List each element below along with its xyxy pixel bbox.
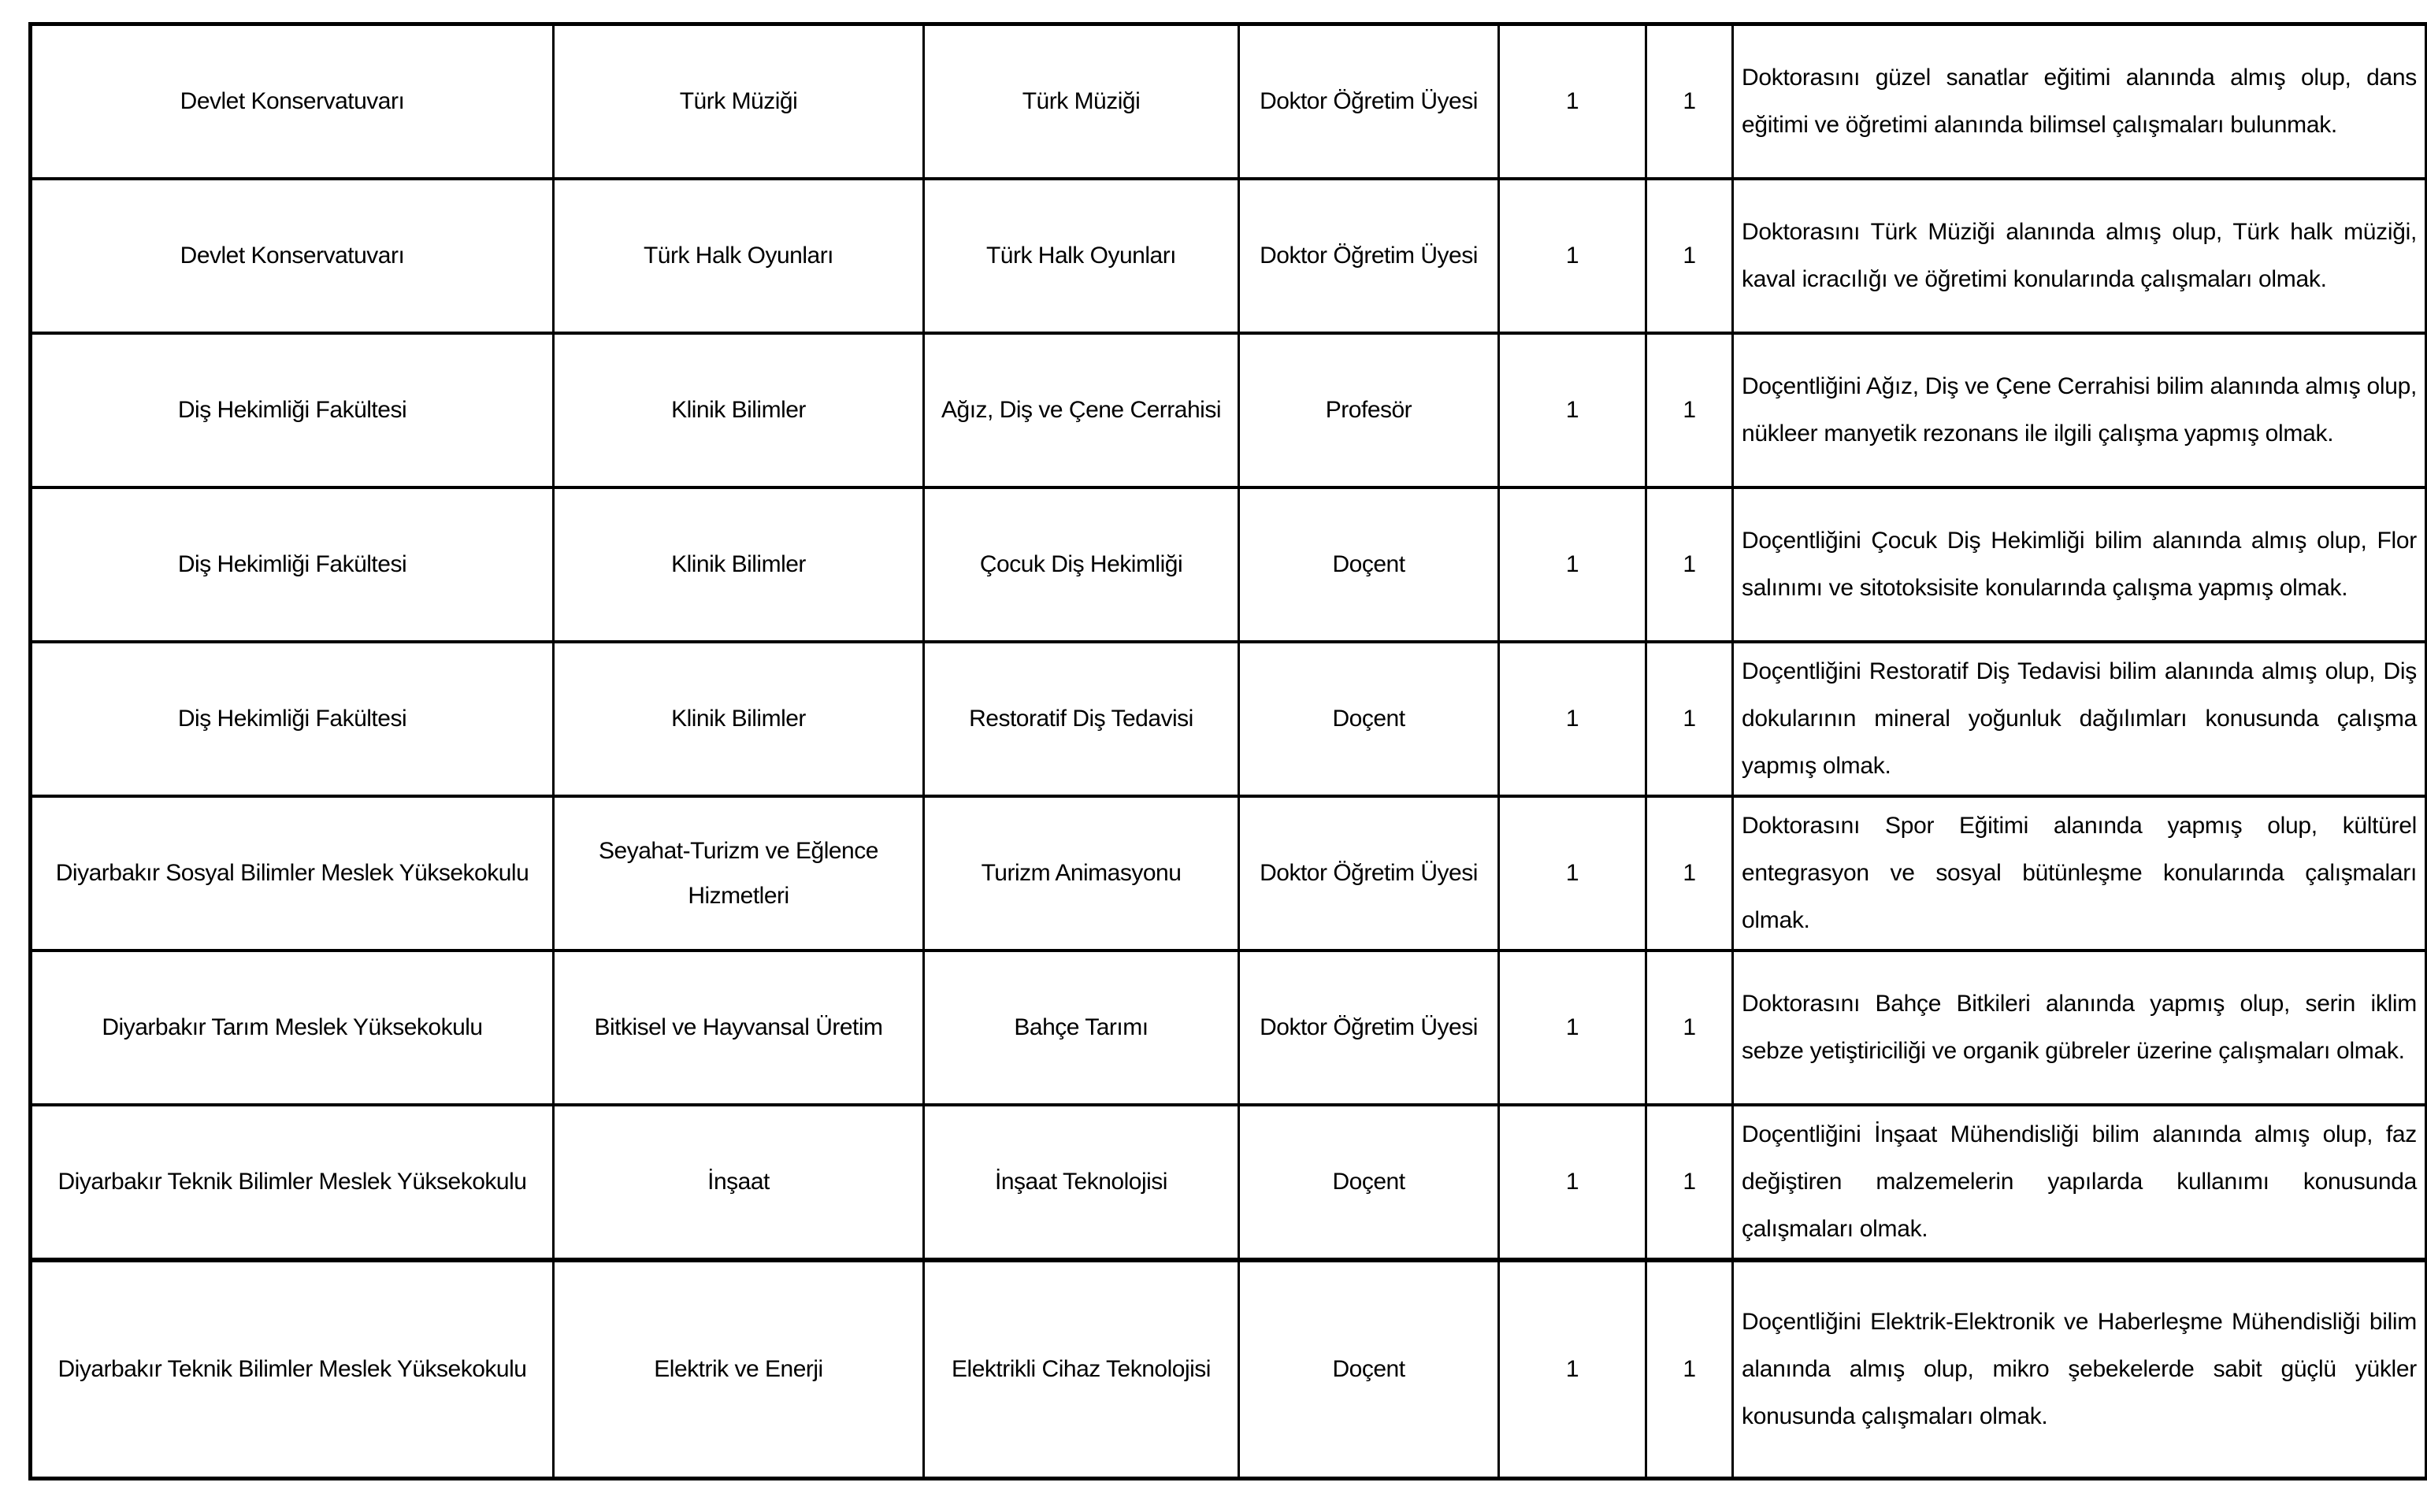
table-row — [31, 642, 2427, 796]
cell-grade: 1 — [1499, 951, 1646, 1105]
cell-quota: 1 — [1646, 1260, 1733, 1479]
cell-unit: Diş Hekimliği Fakültesi — [31, 642, 554, 796]
cell-description: Doktorasını Türk Müziği alanında almış olup, Türk halk müziği, kaval icracılığı ve öğretimi konularında çalışmaları olmak. — [1733, 179, 2427, 333]
cell-description: Doçentliğini Ağız, Diş ve Çene Cerrahisi bilim alanında almış olup, nükleer manyetik rezonans ile ilgili çalışma yapmış olmak. — [1733, 333, 2427, 487]
table-row — [31, 179, 2427, 333]
cell-title: Doktor Öğretim Üyesi — [1239, 796, 1499, 951]
cell-program: Çocuk Diş Hekimliği — [924, 487, 1239, 642]
cell-department: Seyahat-Turizm ve Eğlence Hizmetleri — [554, 796, 924, 951]
cell-quota: 1 — [1646, 951, 1733, 1105]
cell-description: Doktorasını Bahçe Bitkileri alanında yapmış olup, serin iklim sebze yetiştiriciliği ve organik gübreler üzerine çalışmaları olmak. — [1733, 951, 2427, 1105]
cell-department: Türk Halk Oyunları — [554, 179, 924, 333]
cell-program: Elektrikli Cihaz Teknolojisi — [924, 1260, 1239, 1479]
cell-unit: Devlet Konservatuvarı — [31, 24, 554, 179]
table-row — [31, 796, 2427, 951]
cell-program: Restoratif Diş Tedavisi — [924, 642, 1239, 796]
cell-description: Doçentliğini Çocuk Diş Hekimliği bilim alanında almış olup, Flor salınımı ve sitotoksisite konularında çalışma yapmış olmak. — [1733, 487, 2427, 642]
cell-unit: Diyarbakır Teknik Bilimler Meslek Yüksekokulu — [31, 1105, 554, 1260]
table-row — [31, 1105, 2427, 1260]
table-row — [31, 1260, 2427, 1479]
cell-title: Doktor Öğretim Üyesi — [1239, 24, 1499, 179]
cell-department: Klinik Bilimler — [554, 333, 924, 487]
cell-grade: 1 — [1499, 1105, 1646, 1260]
cell-grade: 1 — [1499, 1260, 1646, 1479]
cell-program: İnşaat Teknolojisi — [924, 1105, 1239, 1260]
positions-table-body — [31, 24, 2427, 1479]
cell-quota: 1 — [1646, 642, 1733, 796]
cell-program: Bahçe Tarımı — [924, 951, 1239, 1105]
cell-unit: Diş Hekimliği Fakültesi — [31, 487, 554, 642]
table-row — [31, 951, 2427, 1105]
cell-title: Doçent — [1239, 642, 1499, 796]
cell-title: Doktor Öğretim Üyesi — [1239, 179, 1499, 333]
cell-title: Doçent — [1239, 1105, 1499, 1260]
positions-table — [28, 22, 2427, 1480]
cell-quota: 1 — [1646, 1105, 1733, 1260]
cell-quota: 1 — [1646, 796, 1733, 951]
cell-department: Türk Müziği — [554, 24, 924, 179]
cell-description: Doçentliğini İnşaat Mühendisliği bilim alanında almış olup, faz değiştiren malzemelerin yapılarda kullanımı konusunda çalışmaları olmak. — [1733, 1105, 2427, 1260]
cell-program: Türk Halk Oyunları — [924, 179, 1239, 333]
cell-program: Ağız, Diş ve Çene Cerrahisi — [924, 333, 1239, 487]
cell-grade: 1 — [1499, 179, 1646, 333]
cell-department: Klinik Bilimler — [554, 642, 924, 796]
cell-grade: 1 — [1499, 642, 1646, 796]
cell-unit: Diş Hekimliği Fakültesi — [31, 333, 554, 487]
cell-title: Profesör — [1239, 333, 1499, 487]
cell-department: Klinik Bilimler — [554, 487, 924, 642]
cell-title: Doçent — [1239, 1260, 1499, 1479]
cell-unit: Diyarbakır Teknik Bilimler Meslek Yüksekokulu — [31, 1260, 554, 1479]
cell-title: Doçent — [1239, 487, 1499, 642]
cell-unit: Devlet Konservatuvarı — [31, 179, 554, 333]
table-row — [31, 487, 2427, 642]
cell-grade: 1 — [1499, 796, 1646, 951]
cell-grade: 1 — [1499, 24, 1646, 179]
cell-quota: 1 — [1646, 179, 1733, 333]
table-row — [31, 24, 2427, 179]
cell-grade: 1 — [1499, 487, 1646, 642]
cell-description: Doktorasını güzel sanatlar eğitimi alanında almış olup, dans eğitimi ve öğretimi alanında bilimsel çalışmaları bulunmak. — [1733, 24, 2427, 179]
cell-title: Doktor Öğretim Üyesi — [1239, 951, 1499, 1105]
cell-quota: 1 — [1646, 333, 1733, 487]
cell-quota: 1 — [1646, 24, 1733, 179]
cell-quota: 1 — [1646, 487, 1733, 642]
cell-unit: Diyarbakır Sosyal Bilimler Meslek Yüksekokulu — [31, 796, 554, 951]
cell-description: Doktorasını Spor Eğitimi alanında yapmış olup, kültürel entegrasyon ve sosyal bütünleşme konularında çalışmaları olmak. — [1733, 796, 2427, 951]
cell-grade: 1 — [1499, 333, 1646, 487]
cell-description: Doçentliğini Restoratif Diş Tedavisi bilim alanında almış olup, Diş dokularının mineral yoğunluk dağılımları konusunda çalışma yapmış olmak. — [1733, 642, 2427, 796]
cell-department: İnşaat — [554, 1105, 924, 1260]
cell-department: Bitkisel ve Hayvansal Üretim — [554, 951, 924, 1105]
cell-unit: Diyarbakır Tarım Meslek Yüksekokulu — [31, 951, 554, 1105]
cell-description: Doçentliğini Elektrik-Elektronik ve Haberleşme Mühendisliği bilim alanında almış olup, mikro şebekelerde sabit güçlü yükler konusunda çalışmaları olmak. — [1733, 1260, 2427, 1479]
cell-program: Turizm Animasyonu — [924, 796, 1239, 951]
cell-department: Elektrik ve Enerji — [554, 1260, 924, 1479]
cell-program: Türk Müziği — [924, 24, 1239, 179]
table-row — [31, 333, 2427, 487]
